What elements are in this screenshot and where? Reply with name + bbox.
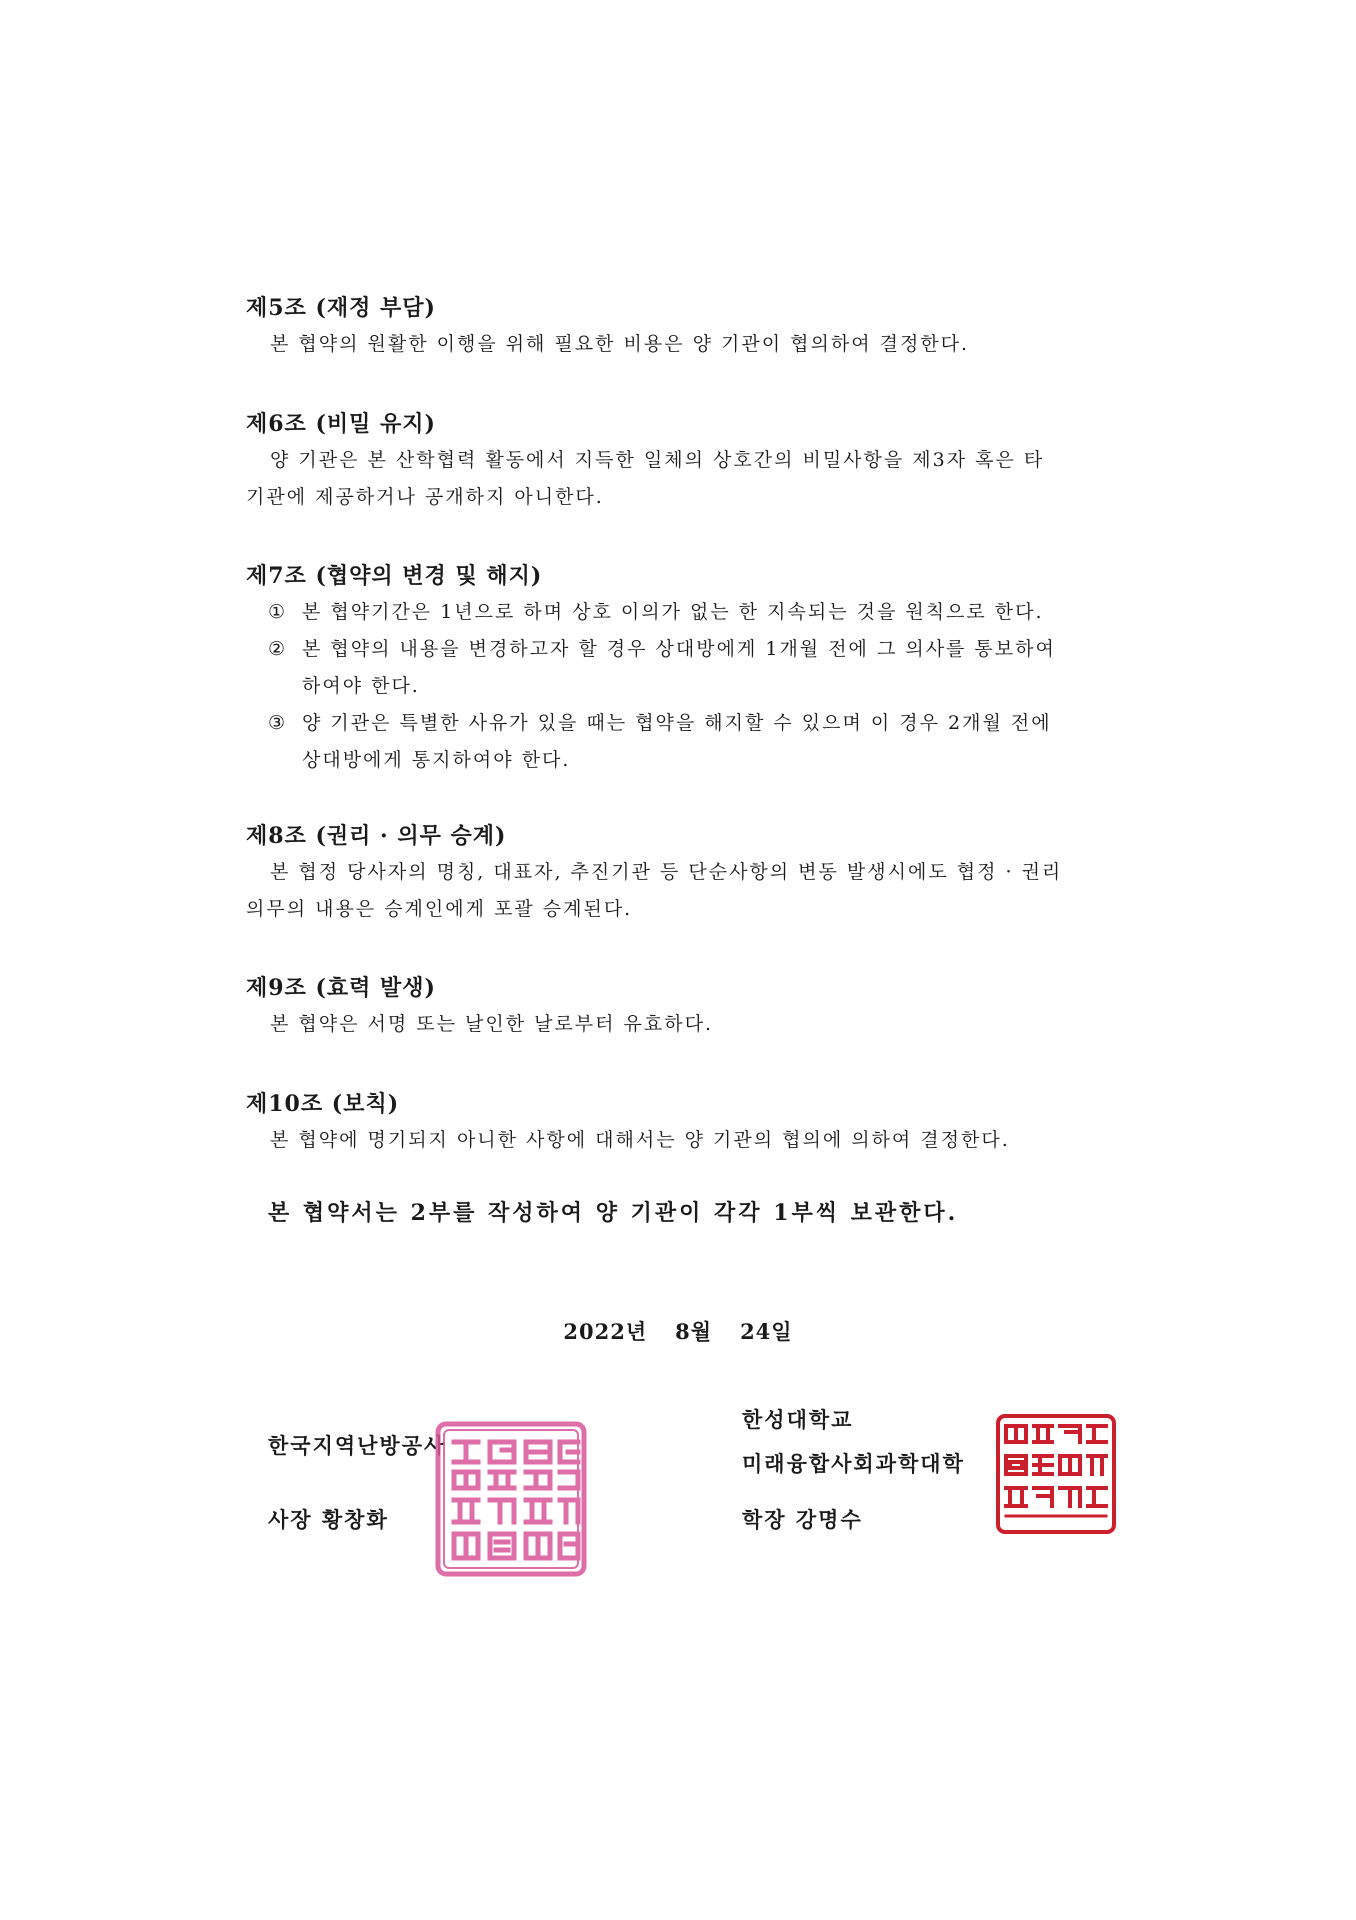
- article-title: 제10조 (보칙): [246, 1091, 400, 1117]
- article-title: 제5조 (재정 부담): [246, 295, 436, 321]
- party-right-org: 한성대학교: [742, 1407, 854, 1432]
- article-text: 본 협약의 원활한 이행을 위해 필요한 비용은 양 기관이 협의하여 결정한다.: [270, 333, 970, 355]
- item-text: 하여야 한다.: [302, 675, 420, 697]
- article-item: [246, 705, 1146, 742]
- article-10: [246, 1086, 1146, 1159]
- article-title: 제7조 (협약의 변경 및 해지): [246, 563, 543, 589]
- article-title: 제6조 (비밀 유지): [246, 411, 436, 437]
- party-right-dept: 미래융합사회과학대학: [742, 1451, 965, 1476]
- article-title: 제9조 (효력 발생): [246, 975, 436, 1001]
- item-text: 본 협약의 내용을 변경하고자 할 경우 상대방에게 1개월 전에 그 의사를 통보하여: [302, 638, 1056, 660]
- article-item: [246, 594, 1146, 631]
- seal-right-icon: [994, 1412, 1118, 1536]
- party-left-org: 한국지역난방공사: [268, 1433, 447, 1458]
- seal-left-icon: [432, 1418, 590, 1580]
- article-6: [246, 406, 1146, 516]
- item-text: 본 협약기간은 1년으로 하며 상호 이의가 없는 한 지속되는 것을 원칙으로 한다.: [302, 601, 1044, 623]
- article-item: [246, 631, 1146, 668]
- date-day: 24일: [740, 1319, 793, 1344]
- party-left-rep: 사장 황창화: [268, 1507, 389, 1532]
- item-number: ③: [268, 712, 288, 734]
- signing-date: [0, 1316, 1356, 1346]
- article-text: 의무의 내용은 승계인에게 포괄 승계된다.: [246, 898, 633, 920]
- closing-statement: 본 협약서는 2부를 작성하여 양 기관이 각각 1부씩 보관한다.: [268, 1200, 959, 1226]
- date-month: 8월: [675, 1319, 713, 1344]
- article-text: 기관에 제공하거나 공개하지 아니한다.: [246, 486, 604, 508]
- article-7: [246, 558, 1146, 779]
- party-right-rep: 학장 강명수: [742, 1507, 863, 1532]
- article-text: 양 기관은 본 산학협력 활동에서 지득한 일체의 상호간의 비밀사항을 제3자 혹은 타: [270, 449, 1045, 471]
- article-5: [246, 290, 1146, 363]
- date-year: 2022년: [563, 1319, 648, 1344]
- article-text: 본 협정 당사자의 명칭, 대표자, 추진기관 등 단순사항의 변동 발생시에도 협정 · 권리: [270, 861, 1063, 883]
- article-text: 본 협약에 명기되지 아니한 사항에 대해서는 양 기관의 협의에 의하여 결정한다.: [270, 1129, 1010, 1151]
- item-number: ①: [268, 601, 288, 623]
- article-8: [246, 818, 1146, 928]
- item-text: 상대방에게 통지하여야 한다.: [302, 749, 571, 771]
- item-text: 양 기관은 특별한 사유가 있을 때는 협약을 해지할 수 있으며 이 경우 2개월 전에: [302, 712, 1052, 734]
- article-title: 제8조 (권리 · 의무 승계): [246, 823, 507, 849]
- article-9: [246, 970, 1146, 1043]
- item-number: ②: [268, 638, 288, 660]
- article-text: 본 협약은 서명 또는 날인한 날로부터 유효하다.: [270, 1013, 714, 1035]
